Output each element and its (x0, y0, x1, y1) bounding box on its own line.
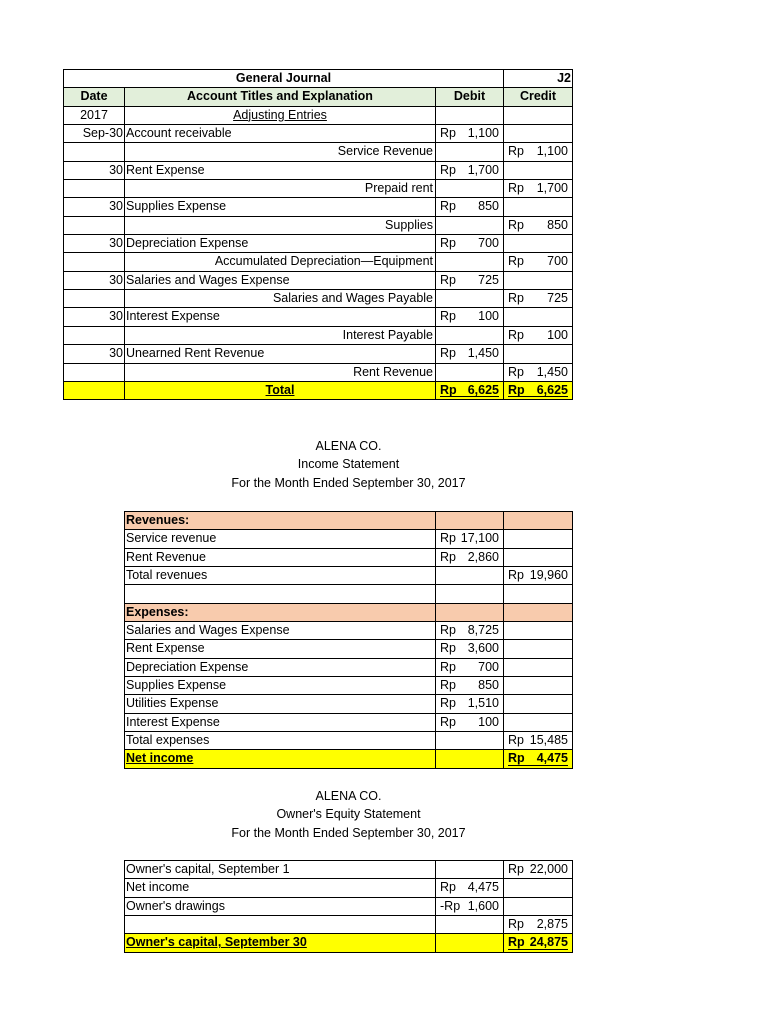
currency-symbol: Rp (440, 382, 457, 397)
amount-value: 15,485 (529, 733, 568, 748)
date-cell (64, 253, 125, 271)
date-cell: 30 (64, 162, 125, 180)
expense-row (125, 659, 573, 677)
line-item-label: Service revenue (125, 530, 436, 548)
expenses-header: Expenses: (125, 604, 436, 622)
credit-cell (504, 253, 573, 271)
total-revenues-label: Total revenues (125, 567, 436, 585)
total-cell (504, 879, 573, 897)
date-cell (64, 217, 125, 235)
credit-cell (504, 125, 573, 143)
currency-symbol: Rp (440, 549, 456, 564)
currency-symbol: Rp (440, 880, 456, 895)
credit-total (504, 382, 572, 399)
currency-symbol: Rp (440, 623, 456, 638)
credit-cell (504, 272, 573, 290)
debit-cell (436, 217, 504, 235)
currency-symbol: Rp (508, 254, 524, 269)
amount-value: 1,450 (467, 346, 499, 361)
credit-cell (504, 308, 573, 326)
statement-title: Owner's Equity Statement (276, 807, 421, 822)
credit-amount (504, 364, 572, 381)
total-label: Total (125, 382, 436, 400)
statement-period: For the Month Ended September 30, 2017 (231, 475, 466, 490)
income-statement-table (124, 511, 573, 769)
journal-row (64, 364, 573, 382)
debit-cell (436, 272, 504, 290)
credit-cell (504, 198, 573, 216)
total-cell (504, 732, 573, 750)
date-header: Date (64, 88, 125, 106)
line-item-label: Owner's drawings (125, 898, 436, 916)
journal-row (64, 345, 573, 363)
amount-value: 4,475 (467, 880, 499, 895)
opening-capital-row (125, 861, 573, 879)
credit-cell (504, 217, 573, 235)
total-cell (504, 585, 573, 603)
net-income-amount (504, 750, 572, 767)
amount-cell (436, 622, 504, 640)
amount-cell (436, 898, 504, 916)
journal-row (64, 180, 573, 198)
amount-value: 1,700 (536, 181, 568, 196)
credit-total-cell (504, 382, 573, 400)
credit-amount (504, 253, 572, 270)
debit-amount (436, 345, 503, 362)
debit-cell (436, 327, 504, 345)
currency-symbol: Rp (440, 199, 456, 214)
debit-amount (436, 235, 503, 252)
date-cell: 30 (64, 345, 125, 363)
journal-year-row (64, 107, 573, 125)
amount-cell (436, 567, 504, 585)
date-cell (64, 290, 125, 308)
journal-row (64, 125, 573, 143)
currency-symbol: Rp (440, 126, 456, 141)
currency-symbol: Rp (508, 751, 525, 766)
currency-symbol: Rp (440, 236, 456, 251)
amount-cell (436, 604, 504, 622)
total-cell (504, 659, 573, 677)
amount-value: 1,600 (467, 898, 499, 913)
amount-value: 6,625 (536, 382, 568, 397)
debit-amount (436, 162, 503, 179)
credit-header: Credit (504, 88, 573, 106)
owners-equity-heading (124, 787, 573, 842)
journal-header-row (64, 88, 573, 106)
line-item-amount (436, 659, 503, 676)
currency-symbol: Rp (508, 917, 524, 932)
amount-value: 100 (478, 714, 499, 729)
amount-cell (436, 695, 504, 713)
date-cell: Sep-30 (64, 125, 125, 143)
line-item-label: Net income (125, 879, 436, 897)
currency-symbol: -Rp (440, 898, 461, 913)
amount-cell (436, 677, 504, 695)
line-item-amount (436, 640, 503, 657)
line-item-amount (436, 714, 503, 731)
debit-cell (436, 107, 504, 125)
debit-header: Debit (436, 88, 504, 106)
expenses-header-row (125, 604, 573, 622)
account-cell: Service Revenue (125, 143, 436, 161)
amount-value: 3,600 (467, 641, 499, 656)
amount-value: 4,475 (536, 751, 568, 766)
amount-value: 17,100 (460, 531, 499, 546)
total-cell (504, 512, 573, 530)
account-cell: Salaries and Wages Expense (125, 272, 436, 290)
credit-cell (504, 235, 573, 253)
debit-amount (436, 272, 503, 289)
debit-cell (436, 125, 504, 143)
empty-row (125, 585, 573, 603)
total-expenses-amount (504, 732, 572, 749)
total-cell (504, 530, 573, 548)
date-cell: 30 (64, 235, 125, 253)
line-item-amount (436, 622, 503, 639)
journal-row (64, 198, 573, 216)
journal-row (64, 272, 573, 290)
currency-symbol: Rp (508, 364, 524, 379)
credit-amount (504, 290, 572, 307)
amount-value: 100 (478, 309, 499, 324)
debit-cell (436, 290, 504, 308)
amount-cell (436, 530, 504, 548)
line-item-label: Utilities Expense (125, 695, 436, 713)
journal-row (64, 235, 573, 253)
debit-cell (436, 162, 504, 180)
company-name: ALENA CO. (315, 439, 382, 453)
currency-symbol: Rp (440, 696, 456, 711)
amount-value: 700 (478, 659, 499, 674)
journal-row (64, 253, 573, 271)
debit-amount (436, 125, 503, 142)
total-cell (504, 714, 573, 732)
total-cell (504, 750, 573, 768)
line-item-label (125, 585, 436, 603)
account-cell: Salaries and Wages Payable (125, 290, 436, 308)
credit-amount (504, 143, 572, 160)
account-cell: Rent Expense (125, 162, 436, 180)
amount-value: 700 (547, 254, 568, 269)
general-journal-table (63, 69, 573, 400)
total-cell (504, 677, 573, 695)
credit-cell (504, 327, 573, 345)
debit-cell (436, 345, 504, 363)
account-cell: Depreciation Expense (125, 235, 436, 253)
total-cell (504, 934, 573, 952)
revenues-header: Revenues: (125, 512, 436, 530)
line-item-label: Owner's capital, September 1 (125, 861, 436, 879)
date-cell: 30 (64, 308, 125, 326)
account-cell: Supplies Expense (125, 198, 436, 216)
line-item-label: Supplies Expense (125, 677, 436, 695)
closing-capital-row (125, 934, 573, 952)
statement-period: For the Month Ended September 30, 2017 (231, 825, 466, 840)
account-header: Account Titles and Explanation (125, 88, 436, 106)
revenue-row (125, 549, 573, 567)
currency-symbol: Rp (440, 162, 456, 177)
credit-cell (504, 345, 573, 363)
amount-cell (436, 750, 504, 768)
date-cell (64, 327, 125, 345)
owners-equity-table (124, 860, 573, 953)
amount-value: 1,100 (536, 144, 568, 159)
currency-symbol: Rp (508, 291, 524, 306)
statement-title: Income Statement (297, 457, 400, 472)
amount-value: 850 (478, 678, 499, 693)
amount-value: 1,510 (467, 696, 499, 711)
amount-value: 22,000 (529, 862, 568, 876)
amount-cell (436, 640, 504, 658)
total-cell (504, 640, 573, 658)
income-statement-heading (124, 437, 573, 492)
credit-amount (504, 217, 572, 234)
currency-symbol: Rp (508, 144, 524, 159)
journal-row (64, 290, 573, 308)
debit-cell (436, 198, 504, 216)
journal-row (64, 327, 573, 345)
amount-value: 8,725 (467, 623, 499, 638)
line-item-amount (436, 549, 503, 566)
opening-capital-amount (504, 861, 572, 878)
journal-page-ref: J2 (504, 70, 573, 88)
section-label: Adjusting Entries (125, 107, 436, 125)
expense-row (125, 714, 573, 732)
debit-cell (436, 143, 504, 161)
net-income-label: Net income (125, 750, 436, 768)
amount-cell (436, 659, 504, 677)
amount-value: 1,700 (467, 162, 499, 177)
year-cell: 2017 (64, 107, 125, 125)
date-cell: 30 (64, 198, 125, 216)
total-expenses-row (125, 732, 573, 750)
amount-value: 725 (478, 272, 499, 287)
amount-cell (436, 934, 504, 952)
amount-value: 1,100 (467, 126, 499, 141)
total-cell (504, 861, 573, 879)
expense-row (125, 695, 573, 713)
currency-symbol: Rp (508, 862, 524, 876)
date-cell (64, 382, 125, 400)
total-cell (504, 549, 573, 567)
date-cell (64, 180, 125, 198)
line-item-label: Interest Expense (125, 714, 436, 732)
amount-value: 6,625 (467, 382, 499, 397)
debit-total-cell (436, 382, 504, 400)
date-cell: 30 (64, 272, 125, 290)
credit-cell (504, 290, 573, 308)
amount-value: 2,875 (536, 917, 568, 932)
line-item-amount (436, 677, 503, 694)
account-cell: Interest Payable (125, 327, 436, 345)
amount-value: 850 (478, 199, 499, 214)
debit-amount (436, 198, 503, 215)
equity-change-row (125, 879, 573, 897)
expense-row (125, 622, 573, 640)
credit-cell (504, 107, 573, 125)
line-item-amount (436, 879, 503, 896)
closing-capital-amount (504, 934, 572, 951)
total-cell (504, 916, 573, 934)
total-expenses-label: Total expenses (125, 732, 436, 750)
equity-change-row (125, 898, 573, 916)
total-cell (504, 695, 573, 713)
journal-title: General Journal (64, 70, 504, 88)
currency-symbol: Rp (440, 309, 456, 324)
currency-symbol: Rp (508, 568, 524, 583)
amount-cell (436, 714, 504, 732)
credit-amount (504, 180, 572, 197)
debit-cell (436, 253, 504, 271)
account-cell: Accumulated Depreciation—Equipment (125, 253, 436, 271)
total-cell (504, 567, 573, 585)
debit-cell (436, 364, 504, 382)
currency-symbol: Rp (508, 733, 524, 748)
journal-row (64, 308, 573, 326)
account-cell: Interest Expense (125, 308, 436, 326)
credit-cell (504, 162, 573, 180)
account-cell: Account receivable (125, 125, 436, 143)
account-cell: Rent Revenue (125, 364, 436, 382)
currency-symbol: Rp (508, 217, 524, 232)
total-revenues-amount (504, 567, 572, 584)
amount-value: 725 (547, 291, 568, 306)
amount-value: 24,875 (529, 935, 568, 950)
net-income-row (125, 750, 573, 768)
line-item-label: Salaries and Wages Expense (125, 622, 436, 640)
account-cell: Supplies (125, 217, 436, 235)
currency-symbol: Rp (440, 678, 456, 693)
total-cell (504, 898, 573, 916)
line-item-amount (436, 898, 503, 915)
credit-cell (504, 143, 573, 161)
journal-row (64, 162, 573, 180)
amount-value: 850 (547, 217, 568, 232)
credit-amount (504, 327, 572, 344)
revenues-header-row (125, 512, 573, 530)
debit-cell (436, 308, 504, 326)
line-item-label (125, 916, 436, 934)
total-cell (504, 622, 573, 640)
date-cell (64, 143, 125, 161)
subtotal-amount (504, 916, 572, 933)
line-item-amount (436, 695, 503, 712)
amount-cell (436, 585, 504, 603)
debit-amount (436, 308, 503, 325)
amount-value: 700 (478, 236, 499, 251)
date-cell (64, 364, 125, 382)
journal-row (64, 217, 573, 235)
amount-value: 1,450 (536, 364, 568, 379)
amount-cell (436, 879, 504, 897)
account-cell: Unearned Rent Revenue (125, 345, 436, 363)
total-cell (504, 604, 573, 622)
credit-cell (504, 180, 573, 198)
company-name: ALENA CO. (315, 789, 382, 803)
currency-symbol: Rp (440, 714, 456, 729)
line-item-label: Rent Expense (125, 640, 436, 658)
debit-cell (436, 235, 504, 253)
amount-value: 100 (547, 327, 568, 342)
currency-symbol: Rp (440, 346, 456, 361)
amount-cell (436, 549, 504, 567)
currency-symbol: Rp (508, 327, 524, 342)
line-item-label: Depreciation Expense (125, 659, 436, 677)
amount-cell (436, 732, 504, 750)
currency-symbol: Rp (440, 659, 456, 674)
amount-cell (436, 512, 504, 530)
equity-subtotal-row (125, 916, 573, 934)
currency-symbol: Rp (508, 935, 525, 950)
line-item-label: Rent Revenue (125, 549, 436, 567)
currency-symbol: Rp (508, 181, 524, 196)
debit-cell (436, 180, 504, 198)
journal-total-row (64, 382, 573, 400)
amount-value: 19,960 (529, 568, 568, 583)
currency-symbol: Rp (508, 382, 525, 397)
currency-symbol: Rp (440, 272, 456, 287)
account-cell: Prepaid rent (125, 180, 436, 198)
currency-symbol: Rp (440, 641, 456, 656)
total-revenues-row (125, 567, 573, 585)
expense-row (125, 640, 573, 658)
debit-total (436, 382, 503, 399)
revenue-row (125, 530, 573, 548)
credit-cell (504, 364, 573, 382)
currency-symbol: Rp (440, 531, 456, 546)
amount-cell (436, 916, 504, 934)
journal-row (64, 143, 573, 161)
amount-value: 2,860 (467, 549, 499, 564)
line-item-amount (436, 530, 503, 547)
expense-row (125, 677, 573, 695)
closing-capital-label: Owner's capital, September 30 (125, 934, 436, 952)
journal-title-row (64, 70, 573, 88)
amount-cell (436, 861, 504, 879)
